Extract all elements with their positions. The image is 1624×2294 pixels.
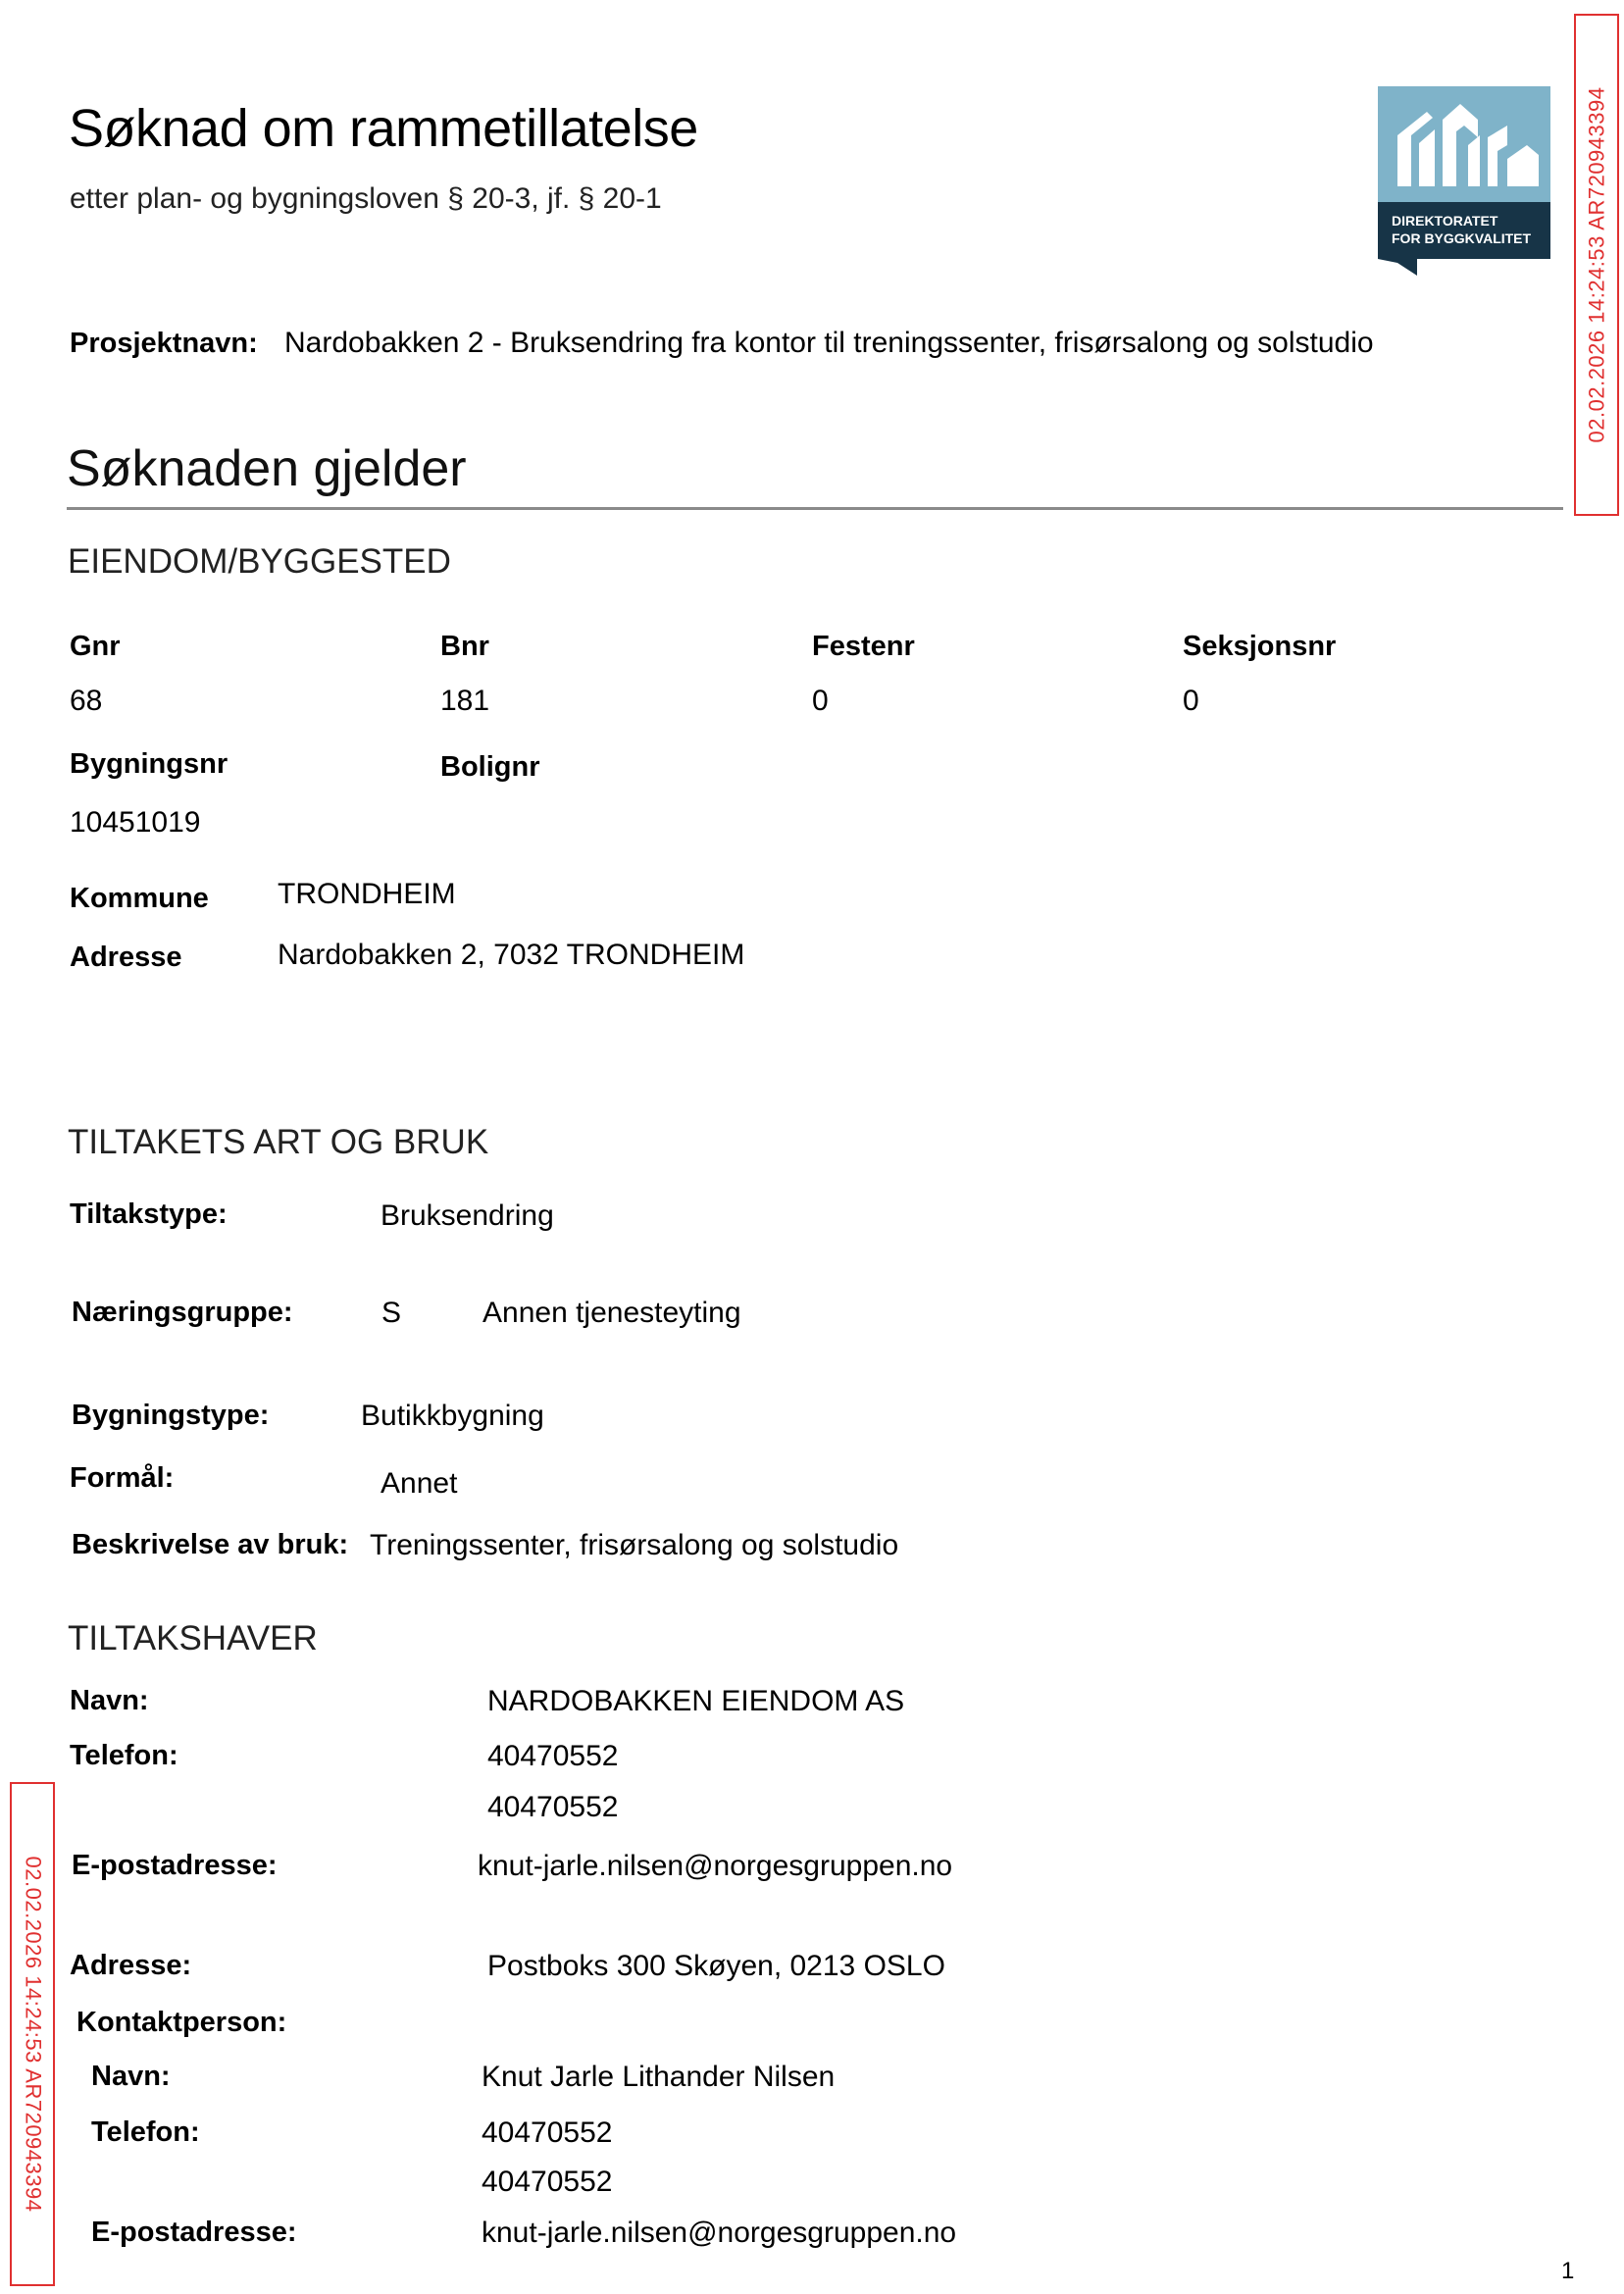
- section-heading-soknaden-gjelder: Søknaden gjelder: [67, 440, 467, 497]
- bnr-value: 181: [440, 685, 490, 717]
- project-name-label: Prosjektnavn:: [70, 328, 258, 359]
- logo-text-line2: FOR BYGGKVALITET: [1392, 230, 1532, 246]
- heading-divider: [67, 507, 1563, 510]
- naeringsgruppe-code: S: [381, 1297, 402, 1329]
- kommune-label: Kommune: [70, 883, 209, 914]
- tiltakshaver-telefon-label: Telefon:: [70, 1740, 178, 1771]
- kontakt-telefon-label: Telefon:: [91, 2116, 200, 2148]
- kontakt-epost-label: E-postadresse:: [91, 2217, 297, 2248]
- timestamp-stamp-left: [10, 1782, 55, 2286]
- logo-text-line1: DIREKTORATET: [1392, 213, 1498, 229]
- seksjonsnr-label: Seksjonsnr: [1183, 631, 1337, 662]
- tiltakshaver-navn-value: NARDOBAKKEN EIENDOM AS: [487, 1685, 905, 1717]
- kommune-value: TRONDHEIM: [278, 878, 456, 910]
- formaal-value: Annet: [381, 1467, 458, 1500]
- gnr-value: 68: [70, 685, 103, 717]
- bygningsnr-value: 10451019: [70, 806, 201, 839]
- formaal-label: Formål:: [70, 1462, 175, 1494]
- adresse-label: Adresse: [70, 942, 182, 973]
- festenr-label: Festenr: [812, 631, 915, 662]
- section-heading-tiltakshaver: TILTAKSHAVER: [68, 1619, 318, 1657]
- seksjonsnr-value: 0: [1183, 685, 1199, 717]
- dibk-logo: [1378, 86, 1550, 276]
- adresse-value: Nardobakken 2, 7032 TRONDHEIM: [278, 939, 745, 971]
- beskrivelse-value: Treningssenter, frisørsalong og solstudio: [370, 1529, 899, 1561]
- kontakt-navn-value: Knut Jarle Lithander Nilsen: [482, 2061, 836, 2093]
- project-name-value: Nardobakken 2 - Bruksendring fra kontor til treningssenter, frisørsalong og solstudio: [284, 327, 1374, 359]
- tiltakshaver-telefon-value-1: 40470552: [487, 1740, 619, 1772]
- page-title: Søknad om rammetillatelse: [69, 99, 698, 158]
- tiltakshaver-telefon-value-2: 40470552: [487, 1791, 619, 1823]
- festenr-value: 0: [812, 685, 829, 717]
- bygningstype-label: Bygningstype:: [72, 1400, 270, 1431]
- tiltakshaver-adresse-value: Postboks 300 Skøyen, 0213 OSLO: [487, 1950, 945, 1982]
- naeringsgruppe-value: Annen tjenesteyting: [482, 1297, 741, 1329]
- section-heading-tiltak: TILTAKETS ART OG BRUK: [68, 1123, 489, 1161]
- kontaktperson-label: Kontaktperson:: [76, 2007, 287, 2038]
- bygningstype-value: Butikkbygning: [361, 1400, 544, 1432]
- bnr-label: Bnr: [440, 631, 489, 662]
- kontakt-telefon-value-1: 40470552: [482, 2116, 613, 2149]
- timestamp-stamp-top: [1574, 14, 1619, 516]
- beskrivelse-label: Beskrivelse av bruk:: [72, 1529, 349, 1560]
- tiltakshaver-navn-label: Navn:: [70, 1685, 149, 1716]
- section-heading-eiendom: EIENDOM/BYGGESTED: [68, 542, 451, 581]
- tiltakshaver-adresse-label: Adresse:: [70, 1950, 192, 1981]
- page-subtitle: etter plan- og bygningsloven § 20-3, jf. § 20-1: [70, 182, 662, 215]
- gnr-label: Gnr: [70, 631, 121, 662]
- tiltakstype-label: Tiltakstype:: [70, 1198, 228, 1230]
- kontakt-telefon-value-2: 40470552: [482, 2166, 613, 2198]
- bolignr-label: Bolignr: [440, 751, 540, 783]
- page-number: 1: [1561, 2258, 1575, 2284]
- kontakt-epost-value: knut-jarle.nilsen@norgesgruppen.no: [482, 2217, 957, 2249]
- stamp-text: 02.02.2026 14:24:53 AR720943394: [1584, 86, 1608, 443]
- naeringsgruppe-label: Næringsgruppe:: [72, 1297, 293, 1328]
- stamp-text: 02.02.2026 14:24:53 AR720943394: [21, 1856, 45, 2213]
- tiltakshaver-epost-label: E-postadresse:: [72, 1850, 278, 1881]
- tiltakstype-value: Bruksendring: [381, 1199, 554, 1232]
- bygningsnr-label: Bygningsnr: [70, 748, 228, 780]
- kontakt-navn-label: Navn:: [91, 2061, 171, 2092]
- tiltakshaver-epost-value: knut-jarle.nilsen@norgesgruppen.no: [478, 1850, 953, 1882]
